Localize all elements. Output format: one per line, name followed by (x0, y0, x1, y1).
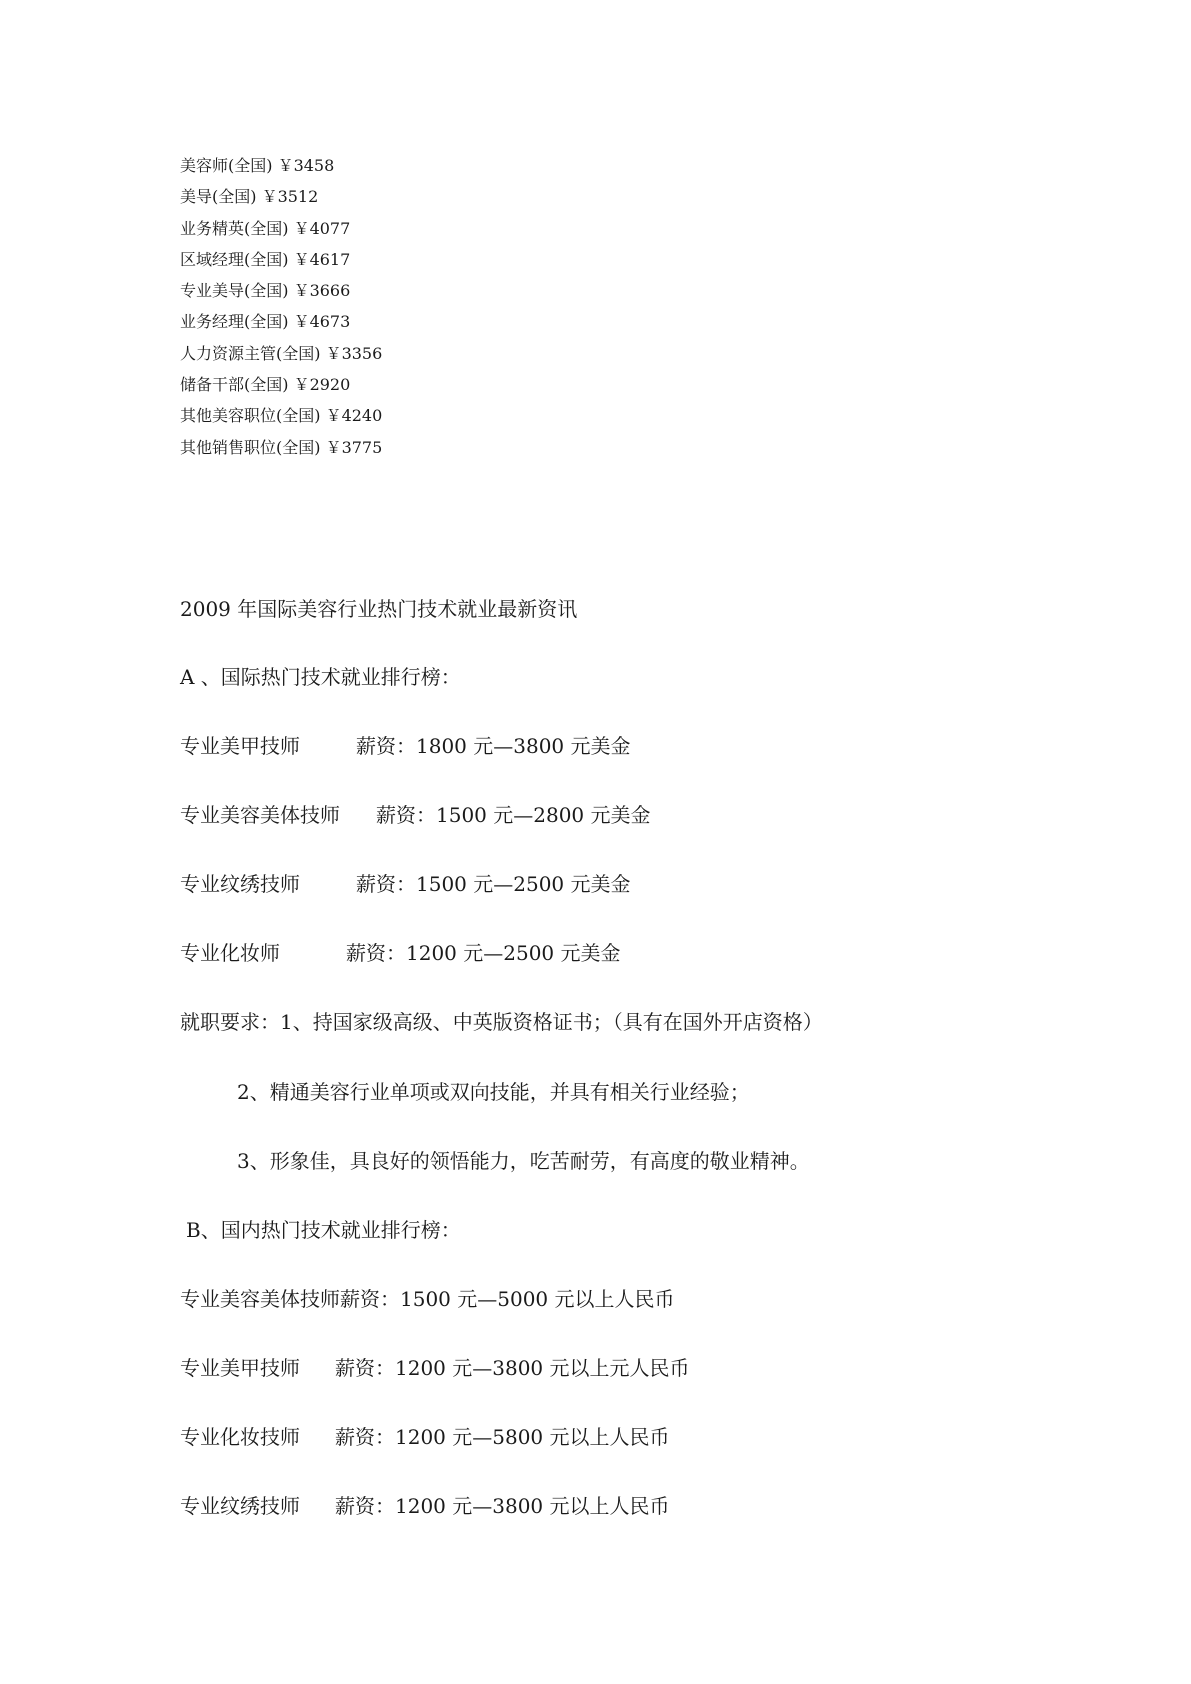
section-b-heading: B、国内热门技术就业排行榜： (186, 1218, 461, 1242)
job-name: 专业美容美体技师 (180, 803, 340, 827)
salary-list-item: 区域经理(全国) ￥4617 (180, 249, 351, 269)
job-salary: 薪资：1200 元—2500 元美金 (346, 941, 621, 965)
job-salary: 薪资：1500 元—5000 元以上人民币 (340, 1287, 675, 1311)
requirement-line: 2、精通美容行业单项或双向技能，并具有相关行业经验； (237, 1080, 750, 1104)
requirement-line: 就职要求：1、持国家级高级、中英版资格证书；（具有在国外开店资格） (180, 1010, 823, 1034)
salary-list-item: 人力资源主管(全国) ￥3356 (180, 343, 383, 363)
section-a-job-row (180, 802, 651, 828)
section-a-heading: A 、国际热门技术就业排行榜： (180, 665, 461, 689)
job-salary: 薪资：1500 元—2800 元美金 (376, 803, 651, 827)
section-b-job-row (180, 1286, 675, 1312)
section-a-job-row (180, 733, 631, 759)
salary-list-item: 储备干部(全国) ￥2920 (180, 375, 351, 395)
salary-list-item: 美容师(全国) ￥3458 (180, 156, 335, 175)
job-name: 专业美容美体技师 (180, 1287, 340, 1311)
section-a-job-row (180, 940, 621, 966)
job-name: 专业纹绣技师 (180, 1494, 300, 1518)
requirement-line: 3、形象佳，具良好的领悟能力，吃苦耐劳，有高度的敬业精神。 (237, 1149, 810, 1173)
article-title: 2009 年国际美容行业热门技术就业最新资讯 (180, 597, 578, 621)
section-b-job-row (180, 1355, 690, 1381)
salary-list-item: 业务精英(全国) ￥4077 (180, 218, 351, 238)
job-name: 专业美甲技师 (180, 734, 300, 758)
salary-list-item: 美导(全国) ￥3512 (180, 187, 319, 207)
job-name: 专业化妆师 (180, 941, 280, 965)
job-salary: 薪资：1200 元—3800 元以上元人民币 (335, 1356, 690, 1380)
salary-list-item: 其他美容职位(全国) ￥4240 (180, 406, 383, 426)
job-salary: 薪资：1200 元—3800 元以上人民币 (335, 1494, 670, 1518)
job-name: 专业美甲技师 (180, 1356, 300, 1380)
job-name: 专业纹绣技师 (180, 872, 300, 896)
job-salary: 薪资：1200 元—5800 元以上人民币 (335, 1425, 670, 1449)
salary-list (180, 150, 382, 463)
job-name: 专业化妆技师 (180, 1425, 300, 1449)
section-a-job-row (180, 871, 631, 897)
job-salary: 薪资：1500 元—2500 元美金 (356, 872, 631, 896)
job-salary: 薪资：1800 元—3800 元美金 (356, 734, 631, 758)
section-b-job-row (180, 1424, 670, 1450)
salary-list-item: 业务经理(全国) ￥4673 (180, 312, 351, 332)
section-b-job-row (180, 1493, 670, 1519)
salary-list-item: 专业美导(全国) ￥3666 (180, 281, 351, 301)
salary-list-item: 其他销售职位(全国) ￥3775 (180, 437, 383, 457)
